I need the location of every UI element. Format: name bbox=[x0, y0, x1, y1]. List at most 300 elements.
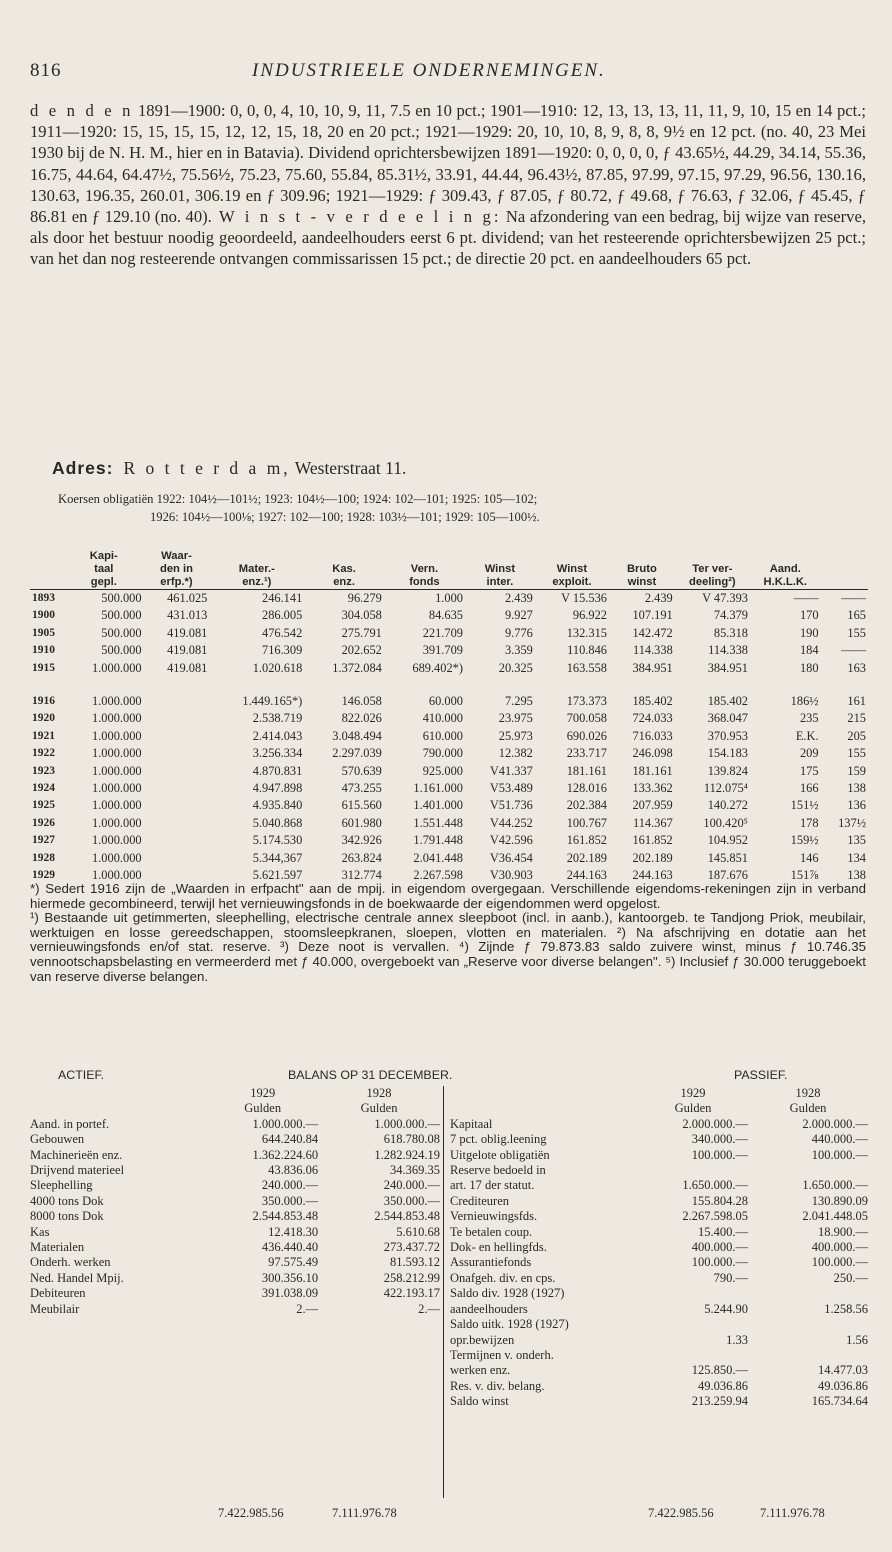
stats-value-cell: 1.000.000 bbox=[92, 833, 142, 848]
stats-value-cell: E.K. bbox=[795, 728, 819, 743]
actief-item-value: 5.610.68 bbox=[396, 1224, 440, 1239]
stats-header-cell bbox=[209, 550, 304, 563]
stats-header-cell bbox=[465, 550, 535, 563]
stats-value-cell: 154.183 bbox=[707, 746, 748, 761]
stats-value-cell: 1.000.000 bbox=[92, 694, 142, 709]
stats-value-cell: 209 bbox=[799, 746, 819, 761]
stats-value-cell: 368.047 bbox=[707, 711, 748, 726]
stats-value-cell: 185.402 bbox=[632, 694, 673, 709]
stats-value-cell: 4.935.840 bbox=[252, 798, 303, 813]
stats-value-cell: 724.033 bbox=[632, 711, 673, 726]
stats-value-cell: 690.026 bbox=[566, 728, 607, 743]
stats-value-cell: 142.472 bbox=[632, 625, 673, 640]
actief-total-1929: 7.422.985.56 bbox=[218, 1506, 284, 1520]
passief-row bbox=[450, 1132, 868, 1147]
actief-row bbox=[30, 1225, 440, 1240]
passief-item-value: 440.000.— bbox=[811, 1132, 868, 1147]
stats-value-cell: 263.824 bbox=[341, 850, 382, 865]
stats-year-cell: 1905 bbox=[32, 626, 55, 639]
passief-row bbox=[450, 1225, 868, 1240]
actief-item-label: Kas bbox=[30, 1224, 50, 1239]
stats-value-cell: 500.000 bbox=[101, 643, 142, 658]
stats-value-cell: 128.016 bbox=[566, 781, 607, 796]
stats-header-cell: H.K.L.K. bbox=[750, 576, 821, 590]
stats-value-cell: 500.000 bbox=[101, 591, 142, 605]
actief-column bbox=[30, 1086, 440, 1317]
passief-row bbox=[450, 1302, 868, 1317]
footnote-2: ¹) Bestaande uit getimmerten, sleephelling, electrische centrale annex sleepboot (incl. in aanb.), kantoorgeb. te Tandjong Priok, meubilair, werktuigen en losse gereedschappen, stoomsleepkranen, sloepen, vlotten en materialen. ²) Na afschrijving en dotatie aan het vernieuwingsfonds en/of stat. reserve. ³) Deze noot is vervallen. ⁴) Zijnde ƒ 79.873.83 saldo zuivere winst, minus ƒ 10.746.35 vennootschapsbelasting en vermeerderd met ƒ 40.000, overgeboekt van „Reserve voor diverse belangen". ⁵) Inclusief ƒ 30.000 teruggeboekt van reserve diverse belangen. bbox=[30, 910, 866, 984]
stats-value-cell: 202.189 bbox=[566, 850, 607, 865]
actief-item-value: 258.212.99 bbox=[383, 1270, 440, 1285]
passief-item-label: Saldo div. 1928 (1927) bbox=[450, 1286, 565, 1301]
stats-value-cell: 1.551.448 bbox=[413, 815, 463, 830]
passief-item-label: aandeelhouders bbox=[450, 1301, 528, 1316]
stats-row bbox=[30, 780, 868, 797]
stats-row bbox=[30, 850, 868, 867]
passief-item-label: Crediteuren bbox=[450, 1193, 510, 1208]
balance-divider bbox=[443, 1086, 444, 1498]
stats-value-cell bbox=[144, 745, 210, 762]
actief-item-label: Debiteuren bbox=[30, 1286, 86, 1301]
stats-value-cell: 5.621.597 bbox=[252, 868, 303, 883]
passief-row bbox=[450, 1348, 868, 1363]
actief-item-label: Gebouwen bbox=[30, 1132, 85, 1147]
stats-value-cell: 138 bbox=[847, 868, 866, 883]
stats-year-cell: 1900 bbox=[32, 609, 55, 622]
stats-value-cell: 615.560 bbox=[341, 798, 382, 813]
stats-value-cell: 790.000 bbox=[422, 746, 463, 761]
passief-item-value: 2.000.000.— bbox=[802, 1116, 868, 1131]
passief-item-value: 49.036.86 bbox=[818, 1378, 868, 1393]
actief-row bbox=[30, 1286, 440, 1301]
stats-value-cell: V 47.393 bbox=[702, 591, 748, 605]
stats-value-cell: 20.325 bbox=[498, 660, 533, 675]
stats-value-cell: 700.058 bbox=[566, 711, 607, 726]
address-line bbox=[52, 458, 406, 479]
stats-value-cell: 286.005 bbox=[262, 608, 303, 623]
stats-header-cell: Vern. bbox=[410, 563, 439, 575]
actief-item-value: 436.440.40 bbox=[261, 1240, 319, 1255]
stats-value-cell bbox=[144, 763, 210, 780]
stats-header-cell bbox=[821, 563, 868, 576]
passief-item-value: 790.— bbox=[713, 1270, 748, 1285]
passief-item-value bbox=[638, 1348, 748, 1363]
passief-item-value: 165.734.64 bbox=[811, 1394, 868, 1409]
actief-item-label: Aand. in portef. bbox=[30, 1116, 110, 1131]
stats-value-cell: 304.058 bbox=[341, 608, 382, 623]
passief-item-value: 2.267.598.05 bbox=[682, 1209, 748, 1224]
stats-value-cell: 159½ bbox=[790, 833, 819, 848]
actief-row bbox=[30, 1194, 440, 1209]
actief-item-value: 273.437.72 bbox=[383, 1240, 440, 1255]
stats-year-cell: 1929 bbox=[32, 869, 55, 882]
stats-year-cell: 1920 bbox=[32, 712, 55, 725]
stats-value-cell: —— bbox=[793, 591, 819, 605]
koersen-block bbox=[58, 490, 858, 526]
stats-value-cell: 215 bbox=[847, 711, 866, 726]
stats-header-cell bbox=[535, 550, 609, 563]
passief-unit-2: Gulden bbox=[789, 1101, 827, 1116]
passief-row bbox=[450, 1394, 868, 1409]
stats-value-cell: 146 bbox=[799, 850, 819, 865]
stats-header-cell: deeling²) bbox=[675, 576, 750, 590]
actief-item-value: 34.369.35 bbox=[390, 1163, 440, 1178]
stats-value-cell: 205 bbox=[847, 728, 866, 743]
stats-value-cell bbox=[144, 677, 210, 710]
passief-row bbox=[450, 1271, 868, 1286]
stats-value-cell: 25.973 bbox=[498, 728, 533, 743]
stats-value-cell: 202.652 bbox=[341, 643, 382, 658]
stats-year-cell: 1925 bbox=[32, 799, 55, 812]
stats-year-cell: 1893 bbox=[32, 592, 55, 604]
stats-value-cell: 202.384 bbox=[566, 798, 607, 813]
stats-value-cell: 114.367 bbox=[632, 815, 673, 830]
stats-header-cell bbox=[675, 550, 750, 563]
stats-header-cell: exploit. bbox=[535, 576, 609, 590]
stats-value-cell: 74.379 bbox=[713, 608, 748, 623]
stats-value-cell: 419.081 bbox=[167, 660, 208, 675]
stats-value-cell: 1.000.000 bbox=[92, 815, 142, 830]
stats-value-cell: 2.267.598 bbox=[413, 868, 463, 883]
stats-value-cell: 175 bbox=[799, 763, 819, 778]
stats-value-cell: 136 bbox=[847, 798, 866, 813]
passief-item-value: 1.650.000.— bbox=[682, 1178, 748, 1193]
passief-item-value: 2.041.448.05 bbox=[802, 1209, 868, 1224]
stats-value-cell bbox=[144, 850, 210, 867]
stats-value-cell: V 15.536 bbox=[561, 591, 607, 605]
stats-header-row bbox=[30, 576, 868, 590]
stats-value-cell: 1.161.000 bbox=[413, 781, 463, 796]
passief-item-label: Assurantiefonds bbox=[450, 1255, 532, 1270]
stats-value-cell: V36.454 bbox=[489, 850, 533, 865]
stats-header-cell bbox=[821, 576, 868, 590]
passief-item-value bbox=[638, 1286, 748, 1301]
passief-item-value: 100.000.— bbox=[811, 1147, 868, 1162]
stats-value-cell: 137½ bbox=[838, 815, 866, 830]
stats-value-cell: 2.414.043 bbox=[252, 728, 303, 743]
stats-value-cell bbox=[144, 780, 210, 797]
actief-item-label: Materialen bbox=[30, 1240, 85, 1255]
actief-item-label: Onderh. werken bbox=[30, 1255, 111, 1270]
stats-value-cell: 410.000 bbox=[422, 711, 463, 726]
stats-value-cell: 161.852 bbox=[632, 833, 673, 848]
stats-year-cell: 1922 bbox=[32, 747, 55, 760]
para-text-2: Na afzondering van een bedrag, bij wijze van reserve, als door het bestuur noodig geoordeeld, aandeelhouders eerst 6 pt. dividend; van het resteerende oprichtersbewijzen 25 pct.; van het dan nog resteerende ontvangen commissarissen 15 pct.; de directie 20 pct. en aandeelhouders 65 pct. bbox=[30, 207, 866, 269]
stats-row bbox=[30, 763, 868, 780]
stats-header-cell bbox=[384, 550, 465, 563]
passief-item-value: 14.477.03 bbox=[818, 1363, 868, 1378]
passief-row bbox=[450, 1194, 868, 1209]
stats-value-cell: 180 bbox=[799, 660, 819, 675]
passief-row bbox=[450, 1240, 868, 1255]
stats-value-cell: 1.020.618 bbox=[252, 660, 303, 675]
passief-item-label: Uitgelote obligatiën bbox=[450, 1147, 550, 1162]
stats-value-cell: 233.717 bbox=[566, 746, 607, 761]
passief-item-value: 1.56 bbox=[846, 1332, 868, 1347]
stats-header-cell: Winst bbox=[556, 563, 588, 575]
stats-header-cell: Kas. bbox=[332, 563, 356, 575]
stats-value-cell: 716.309 bbox=[262, 643, 303, 658]
stats-row bbox=[30, 710, 868, 727]
actief-item-value: 350.000.— bbox=[261, 1193, 319, 1208]
footnote-1: *) Sedert 1916 zijn de „Waarden in erfpacht" aan de mpij. in eigendom overgegaan. Verschillende eigendoms-rekeningen zijn in verband hiermede gecombineerd, terwijl het vernieuwingsfonds in de boekwaarde der eigendommen werd opgelost. bbox=[30, 881, 866, 911]
stats-value-cell: 186½ bbox=[790, 694, 819, 709]
running-title: INDUSTRIEELE ONDERNEMINGEN. bbox=[252, 60, 606, 81]
stats-value-cell: 104.952 bbox=[707, 833, 748, 848]
stats-year-cell: 1915 bbox=[32, 661, 55, 674]
passief-total-1929: 7.422.985.56 bbox=[648, 1506, 714, 1520]
footnotes bbox=[30, 882, 866, 984]
stats-year-cell: 1928 bbox=[32, 851, 55, 864]
actief-item-value: 350.000.— bbox=[383, 1193, 440, 1208]
stats-value-cell: 159 bbox=[847, 763, 866, 778]
actief-title: ACTIEF. bbox=[58, 1068, 105, 1082]
actief-item-value: 97.575.49 bbox=[268, 1255, 319, 1270]
stats-header-cell bbox=[609, 550, 675, 563]
passief-item-label: Te betalen coup. bbox=[450, 1224, 533, 1239]
stats-year-cell: 1923 bbox=[32, 764, 55, 777]
stats-value-cell: 132.315 bbox=[566, 625, 607, 640]
stats-value-cell: 135 bbox=[847, 833, 866, 848]
stats-value-cell: 235 bbox=[799, 711, 819, 726]
passief-row bbox=[450, 1379, 868, 1394]
stats-value-cell: 1.372.084 bbox=[332, 660, 382, 675]
passief-item-label: Saldo winst bbox=[450, 1394, 509, 1409]
actief-item-value: 1.000.000.— bbox=[252, 1116, 319, 1131]
stats-value-cell: V53.489 bbox=[489, 781, 533, 796]
actief-item-value: 300.356.10 bbox=[261, 1270, 319, 1285]
stats-value-cell: 384.951 bbox=[707, 660, 748, 675]
stats-value-cell: V44.252 bbox=[489, 815, 533, 830]
stats-header-cell: erfp.*) bbox=[144, 576, 210, 590]
page-number: 816 bbox=[30, 60, 62, 81]
actief-item-label: Sleephelling bbox=[30, 1178, 93, 1193]
stats-value-cell: V51.736 bbox=[489, 798, 533, 813]
stats-value-cell: 2.297.039 bbox=[332, 746, 382, 761]
winstverdeeling-label: W i n s t - v e r d e e l i n g: bbox=[211, 207, 502, 227]
stats-row bbox=[30, 590, 868, 608]
stats-value-cell: 5.040.868 bbox=[252, 815, 303, 830]
stats-value-cell: 370.953 bbox=[707, 728, 748, 743]
stats-value-cell: 342.926 bbox=[341, 833, 382, 848]
stats-value-cell: 1.000.000 bbox=[92, 868, 142, 883]
stats-value-cell: 96.922 bbox=[572, 608, 607, 623]
stats-value-cell: 173.373 bbox=[566, 694, 607, 709]
stats-value-cell: 9.927 bbox=[504, 608, 533, 623]
stats-header-cell bbox=[30, 550, 64, 563]
stats-value-cell: 85.318 bbox=[713, 625, 748, 640]
stats-row bbox=[30, 797, 868, 814]
actief-unit-1: Gulden bbox=[244, 1101, 282, 1116]
passief-year-1928: 1928 bbox=[795, 1086, 821, 1100]
statistics-table bbox=[30, 550, 868, 885]
stats-value-cell: 1.000.000 bbox=[92, 763, 142, 778]
stats-value-cell: 2.041.448 bbox=[413, 850, 463, 865]
stats-value-cell: 716.033 bbox=[632, 728, 673, 743]
actief-item-value: 1.282.924.19 bbox=[374, 1147, 440, 1162]
stats-value-cell: —— bbox=[841, 591, 866, 605]
address-city: R o t t e r d a m, bbox=[123, 458, 291, 478]
stats-value-cell: 170 bbox=[799, 608, 819, 623]
actief-row bbox=[30, 1255, 440, 1270]
actief-item-value: 240.000.— bbox=[261, 1178, 319, 1193]
passief-item-value: 1.258.56 bbox=[824, 1301, 868, 1316]
stats-header-row bbox=[30, 563, 868, 576]
stats-value-cell: 181.161 bbox=[632, 763, 673, 778]
stats-header-cell: inter. bbox=[465, 576, 535, 590]
stats-value-cell: V30.903 bbox=[489, 868, 533, 883]
passief-row bbox=[450, 1363, 868, 1378]
passief-item-label: Res. v. div. belang. bbox=[450, 1378, 545, 1393]
stats-value-cell: 1.000 bbox=[435, 591, 463, 605]
koersen-line-1: Koersen obligatiën 1922: 104½—101½; 1923: 104½—100; 1924: 102—101; 1925: 105—102; bbox=[58, 492, 538, 506]
stats-header-cell: Mater.- bbox=[238, 563, 275, 575]
stats-header-cell: enz. bbox=[304, 576, 384, 590]
passief-item-value bbox=[748, 1286, 868, 1301]
stats-value-cell: 244.163 bbox=[632, 868, 673, 883]
actief-item-label: Ned. Handel Mpij. bbox=[30, 1270, 124, 1285]
actief-row bbox=[30, 1117, 440, 1132]
stats-row bbox=[30, 607, 868, 624]
stats-value-cell bbox=[144, 710, 210, 727]
actief-item-value: 12.418.30 bbox=[268, 1224, 319, 1239]
passief-item-label: Dok- en hellingfds. bbox=[450, 1240, 547, 1255]
stats-header-cell bbox=[30, 563, 64, 576]
stats-value-cell: 114.338 bbox=[708, 643, 748, 658]
stats-value-cell: —— bbox=[841, 643, 866, 658]
stats-value-cell bbox=[144, 832, 210, 849]
stats-header-cell: enz.¹) bbox=[209, 576, 304, 590]
stats-value-cell: 1.791.448 bbox=[413, 833, 463, 848]
passief-item-label: Reserve bedoeld in bbox=[450, 1163, 546, 1178]
stats-header-cell: den in bbox=[159, 563, 193, 575]
passief-item-value: 5.244.90 bbox=[704, 1301, 748, 1316]
passief-row bbox=[450, 1317, 868, 1332]
passief-item-value: 130.890.09 bbox=[811, 1193, 868, 1208]
koersen-line-2: 1926: 104½—100⅛; 1927: 102—100; 1928: 103½—101; 1929: 105—100½. bbox=[150, 510, 540, 524]
stats-value-cell: 100.420⁵ bbox=[703, 815, 748, 830]
passief-row bbox=[450, 1255, 868, 1270]
stats-header-cell: Kapi- bbox=[89, 550, 118, 562]
stats-value-cell: 4.870.831 bbox=[252, 763, 303, 778]
actief-row bbox=[30, 1163, 440, 1178]
stats-value-cell: 246.098 bbox=[632, 746, 673, 761]
stats-value-cell: 3.359 bbox=[504, 643, 533, 658]
stats-value-cell: V42.596 bbox=[489, 833, 533, 848]
passief-row bbox=[450, 1163, 868, 1178]
stats-header-cell bbox=[750, 550, 821, 563]
stats-value-cell: 7.295 bbox=[504, 694, 533, 709]
passief-item-label: Vernieuwingsfds. bbox=[450, 1209, 538, 1224]
stats-value-cell: 500.000 bbox=[101, 625, 142, 640]
stats-value-cell: 163 bbox=[847, 660, 866, 675]
stats-year-cell: 1927 bbox=[32, 834, 55, 847]
actief-item-value: 422.193.17 bbox=[383, 1286, 440, 1301]
stats-value-cell: 384.951 bbox=[632, 660, 673, 675]
actief-item-value: 391.038.09 bbox=[261, 1286, 319, 1301]
stats-value-cell: 112.075⁴ bbox=[703, 781, 748, 796]
balance-title: BALANS OP 31 DECEMBER. bbox=[288, 1068, 453, 1082]
stats-row bbox=[30, 745, 868, 762]
actief-row bbox=[30, 1209, 440, 1224]
stats-value-cell: 107.191 bbox=[632, 608, 673, 623]
stats-row bbox=[30, 677, 868, 710]
stats-value-cell bbox=[144, 728, 210, 745]
passief-item-value: 15.400.— bbox=[698, 1224, 748, 1239]
stats-row bbox=[30, 728, 868, 745]
stats-value-cell: 165 bbox=[847, 608, 866, 623]
passief-item-value: 125.850.— bbox=[691, 1363, 748, 1378]
actief-item-value: 1.000.000.— bbox=[374, 1116, 440, 1131]
stats-value-cell: 60.000 bbox=[428, 694, 463, 709]
passief-item-value: 2.000.000.— bbox=[682, 1116, 748, 1131]
stats-header-cell bbox=[30, 576, 64, 590]
stats-value-cell: 244.163 bbox=[566, 868, 607, 883]
stats-value-cell: 2.439 bbox=[644, 591, 673, 605]
stats-value-cell: 23.975 bbox=[498, 711, 533, 726]
passief-item-value: 1.650.000.— bbox=[802, 1178, 868, 1193]
actief-item-value: 1.362.224.60 bbox=[252, 1147, 319, 1162]
stats-value-cell: 500.000 bbox=[101, 608, 142, 623]
actief-item-label: Drijvend materieel bbox=[30, 1163, 125, 1178]
stats-value-cell: 155 bbox=[847, 746, 866, 761]
stats-value-cell: 185.402 bbox=[707, 694, 748, 709]
stats-value-cell: 114.338 bbox=[632, 643, 673, 658]
stats-value-cell: 163.558 bbox=[566, 660, 607, 675]
passief-total-1928: 7.111.976.78 bbox=[760, 1506, 825, 1520]
stats-year-cell: 1910 bbox=[32, 644, 55, 657]
actief-row bbox=[30, 1178, 440, 1193]
stats-value-cell: 145.851 bbox=[707, 850, 748, 865]
stats-value-cell: 275.791 bbox=[341, 625, 382, 640]
passief-item-value: 100.000.— bbox=[691, 1255, 748, 1270]
passief-row bbox=[450, 1148, 868, 1163]
passief-item-value bbox=[748, 1163, 868, 1178]
stats-value-cell: 2.439 bbox=[504, 591, 533, 605]
stats-value-cell: 133.362 bbox=[632, 781, 673, 796]
stats-value-cell: 570.639 bbox=[341, 763, 382, 778]
passief-item-value: 400.000.— bbox=[691, 1240, 748, 1255]
stats-value-cell: V41.337 bbox=[489, 763, 533, 778]
actief-row bbox=[30, 1132, 440, 1147]
actief-item-label: 4000 tons Dok bbox=[30, 1193, 104, 1208]
stats-header-cell: Winst bbox=[484, 563, 516, 575]
actief-row bbox=[30, 1148, 440, 1163]
stats-value-cell: 184 bbox=[799, 643, 819, 658]
stats-value-cell: 96.279 bbox=[347, 591, 382, 605]
stats-header-cell: Aand. bbox=[769, 563, 801, 575]
stats-value-cell: 139.824 bbox=[707, 763, 748, 778]
passief-item-value bbox=[638, 1317, 748, 1332]
passief-item-value bbox=[638, 1163, 748, 1178]
actief-row bbox=[30, 1271, 440, 1286]
stats-header-cell bbox=[304, 550, 384, 563]
stats-value-cell: 1.401.000 bbox=[413, 798, 463, 813]
actief-item-label: Machinerieën enz. bbox=[30, 1147, 123, 1162]
stats-value-cell: 100.767 bbox=[566, 815, 607, 830]
stats-value-cell: 461.025 bbox=[167, 591, 208, 605]
stats-value-cell: 610.000 bbox=[422, 728, 463, 743]
stats-header-cell: Ter ver- bbox=[692, 563, 733, 575]
passief-item-value: 250.— bbox=[833, 1270, 868, 1285]
stats-header-cell: fonds bbox=[384, 576, 465, 590]
actief-row bbox=[30, 1240, 440, 1255]
stats-year-cell: 1924 bbox=[32, 782, 55, 795]
actief-item-value: 240.000.— bbox=[383, 1178, 440, 1193]
stats-value-cell: 12.382 bbox=[498, 746, 533, 761]
address-label: Adres: bbox=[52, 458, 114, 478]
passief-column bbox=[450, 1086, 868, 1410]
